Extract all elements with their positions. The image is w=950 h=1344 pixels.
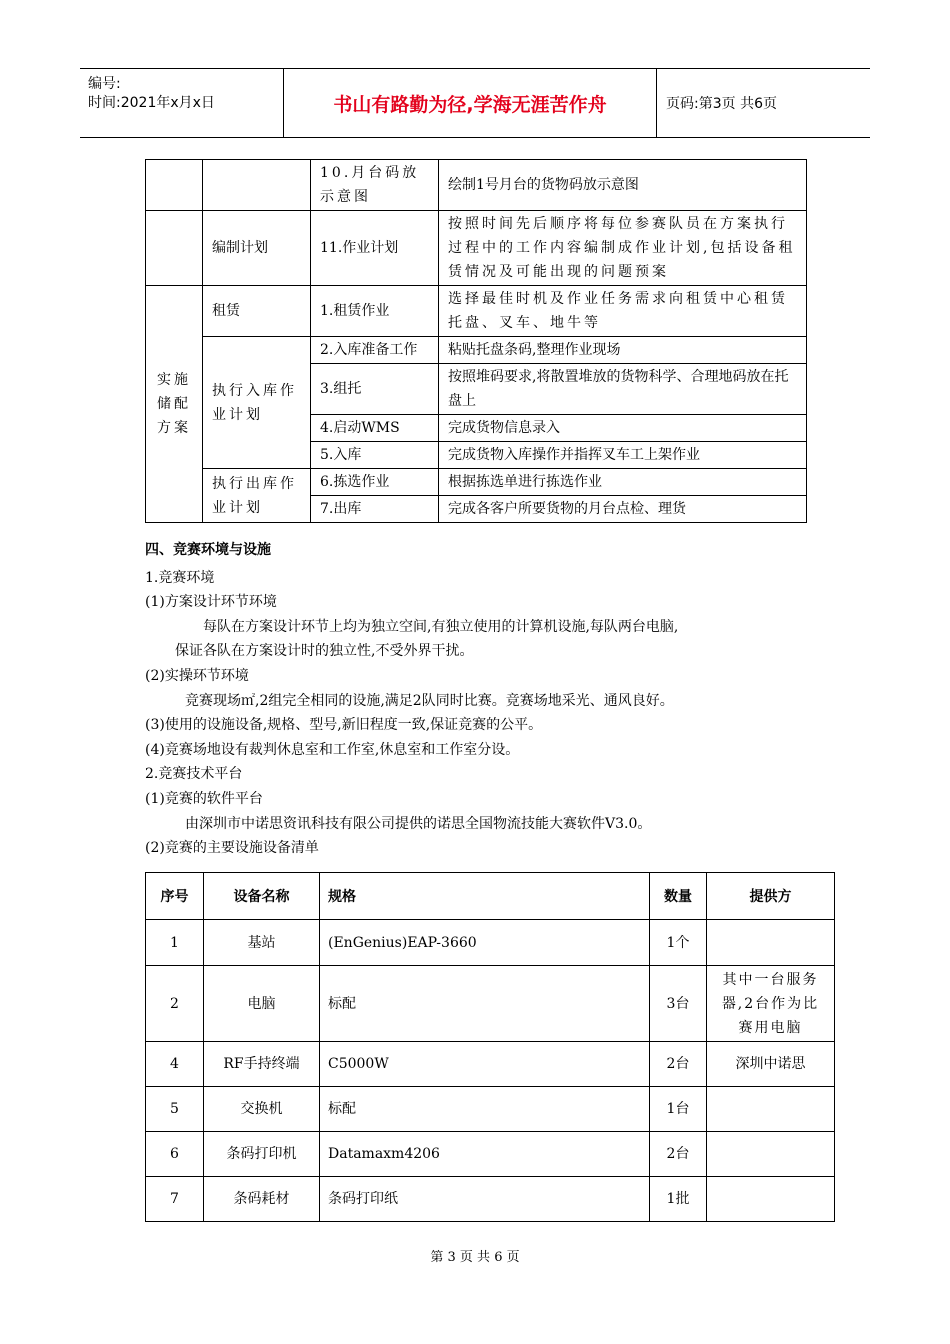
plan-cell: 粘贴托盘条码,整理作业现场 (439, 337, 807, 364)
cell-spec: 条码打印纸 (320, 1177, 650, 1222)
cell-spec: 标配 (320, 966, 650, 1042)
table-row (146, 1087, 835, 1132)
plan-cell: 11.作业计划 (311, 211, 439, 286)
header-number: 编号: (88, 76, 121, 92)
cell-no: 1 (146, 920, 204, 966)
plan-cell: 4.启动WMS (311, 415, 439, 442)
plan-cell: 2.入库准备工作 (311, 337, 439, 364)
cell-provider: 深圳中诺思 (707, 1042, 835, 1087)
plan-cell: 绘制1号月台的货物码放示意图 (439, 160, 807, 211)
cell-qty: 1批 (650, 1177, 707, 1222)
plan-cell: 根据拣选单进行拣选作业 (439, 469, 807, 496)
paragraph: (3)使用的设施设备,规格、型号,新旧程度一致,保证竞赛的公平。 (145, 717, 543, 734)
plan-cell: 5.入库 (311, 442, 439, 469)
plan-cell: 按照堆码要求,将散置堆放的货物科学、合理地码放在托盘上 (439, 364, 807, 415)
page-footer: 第 3 页 共 6 页 (430, 1250, 520, 1265)
plan-subcategory: 执行出库作业计划 (203, 469, 311, 523)
cell-name: 条码耗材 (204, 1177, 320, 1222)
paragraph: (2)竞赛的主要设施设备清单 (145, 840, 319, 857)
cell-name: 电脑 (204, 966, 320, 1042)
plan-cell: 租赁 (203, 286, 311, 337)
cell-no: 7 (146, 1177, 204, 1222)
table-row (146, 966, 835, 1042)
plan-cell: 完成货物信息录入 (439, 415, 807, 442)
cell-provider: 其中一台服务器,2台作为比赛用电脑 (707, 966, 835, 1042)
plan-cell (146, 211, 203, 286)
plan-cell: 3.组托 (311, 364, 439, 415)
cell-no: 5 (146, 1087, 204, 1132)
cell-qty: 2台 (650, 1132, 707, 1177)
cell-no: 4 (146, 1042, 204, 1087)
plan-cell: 7.出库 (311, 496, 439, 523)
table-row (146, 160, 807, 211)
paragraph: 竞赛现场㎡,2组完全相同的设施,满足2队同时比赛。竞赛场地采光、通风良好。 (185, 692, 674, 709)
table-row (146, 211, 807, 286)
cell-provider (707, 1132, 835, 1177)
header-time: 时间:2021年x月x日 (88, 95, 215, 111)
header-motto: 书山有路勤为径,学海无涯苦作舟 (284, 69, 657, 137)
cell-provider (707, 1087, 835, 1132)
paragraph: 每队在方案设计环节上均为独立空间,有独立使用的计算机设施,每队两台电脑, (203, 618, 679, 635)
cell-spec: C5000W (320, 1042, 650, 1087)
plan-cell: 按照时间先后顺序将每位参赛队员在方案执行过程中的工作内容编制成作业计划,包括设备租赁情况及可能出现的问题预案 (439, 211, 807, 286)
table-row (146, 1132, 835, 1177)
plan-cell: 完成各客户所要货物的月台点检、理货 (439, 496, 807, 523)
table-row (146, 920, 835, 966)
plan-cell: 10.月台码放示意图 (311, 160, 439, 211)
plan-cell: 完成货物入库操作并指挥叉车工上架作业 (439, 442, 807, 469)
header-meta (80, 69, 284, 137)
table-header-row (146, 873, 835, 920)
paragraph: 由深圳市中诺思资讯科技有限公司提供的诺思全国物流技能大赛软件V3.0。 (185, 815, 652, 832)
table-row (146, 337, 807, 364)
plan-subcategory: 执行入库作业计划 (203, 337, 311, 469)
cell-spec: (EnGenius)EAP-3660 (320, 920, 650, 966)
cell-provider (707, 920, 835, 966)
plan-cell (203, 160, 311, 211)
plan-category: 实施储配方案 (146, 286, 203, 523)
paragraph: (4)竞赛场地设有裁判休息室和工作室,休息室和工作室分设。 (145, 741, 520, 758)
paragraph: 保证各队在方案设计时的独立性,不受外界干扰。 (175, 643, 474, 660)
cell-name: 交换机 (204, 1087, 320, 1132)
column-header: 数量 (650, 873, 707, 920)
header-page: 页码:第3页 共6页 (666, 96, 777, 112)
cell-spec: 标配 (320, 1087, 650, 1132)
column-header: 设备名称 (204, 873, 320, 920)
cell-spec: Datamaxm4206 (320, 1132, 650, 1177)
cell-qty: 3台 (650, 966, 707, 1042)
plan-cell: 1.租赁作业 (311, 286, 439, 337)
column-header: 序号 (146, 873, 204, 920)
cell-no: 6 (146, 1132, 204, 1177)
table-row (146, 286, 807, 337)
cell-name: RF手持终端 (204, 1042, 320, 1087)
cell-qty: 1个 (650, 920, 707, 966)
equipment-table (145, 872, 835, 1222)
column-header: 提供方 (707, 873, 835, 920)
table-row (146, 1177, 835, 1222)
table-row (146, 469, 807, 496)
column-header: 规格 (320, 873, 650, 920)
cell-qty: 1台 (650, 1087, 707, 1132)
paragraph: (2)实操环节环境 (145, 667, 249, 684)
body-text (145, 538, 825, 861)
cell-provider (707, 1177, 835, 1222)
paragraph: (1)竞赛的软件平台 (145, 790, 263, 807)
plan-cell: 选择最佳时机及作业任务需求向租赁中心租赁托盘、叉车、地牛等 (439, 286, 807, 337)
cell-name: 基站 (204, 920, 320, 966)
cell-qty: 2台 (650, 1042, 707, 1087)
plan-cell (146, 160, 203, 211)
plan-cell: 6.拣选作业 (311, 469, 439, 496)
cell-no: 2 (146, 966, 204, 1042)
section-heading: 四、竞赛环境与设施 (145, 542, 271, 558)
page-header (80, 68, 870, 138)
plan-cell: 编制计划 (203, 211, 311, 286)
cell-name: 条码打印机 (204, 1132, 320, 1177)
paragraph: 1.竞赛环境 (145, 569, 215, 586)
paragraph: 2.竞赛技术平台 (145, 766, 243, 783)
plan-table (145, 159, 807, 523)
table-row (146, 1042, 835, 1087)
paragraph: (1)方案设计环节环境 (145, 594, 277, 611)
